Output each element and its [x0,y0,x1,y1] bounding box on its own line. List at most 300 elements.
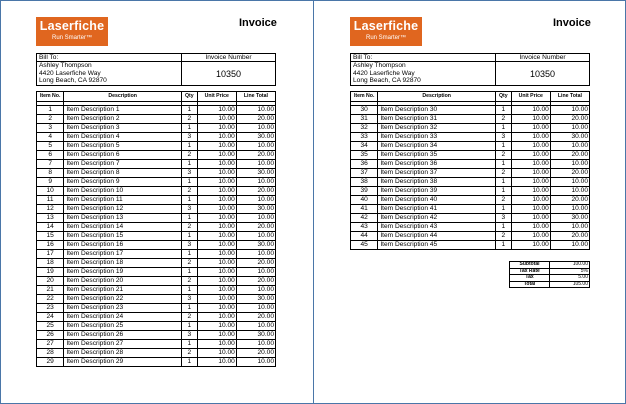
qty-cell: 1 [181,232,197,241]
table-row [37,268,276,277]
unit-price-cell: 10.00 [511,241,550,250]
invoice-title: Invoice [239,17,277,29]
item-no-cell: 20 [37,277,64,286]
line-total-cell: 10.00 [550,223,589,232]
qty-cell: 1 [495,187,511,196]
item-no-cell: 10 [37,187,64,196]
description-cell: Item Description 6 [64,151,182,160]
address-line-1: 4420 Laserfiche Way [353,69,415,77]
invoice-title: Invoice [553,17,591,29]
description-cell: Item Description 23 [64,304,182,313]
item-no-cell: 25 [37,322,64,331]
description-cell: Item Description 4 [64,133,182,142]
qty-cell: 1 [181,142,197,151]
unit-price-cell: 10.00 [197,196,236,205]
line-total-cell: 10.00 [236,268,275,277]
logo-tagline: Run Smarter™ [365,35,406,41]
description-cell: Item Description 32 [378,124,496,133]
item-no-cell: 12 [37,205,64,214]
unit-price-cell: 10.00 [511,223,550,232]
qty-cell: 1 [181,250,197,259]
table-row [351,223,590,232]
line-total-cell: 20.00 [236,259,275,268]
qty-cell: 2 [495,232,511,241]
qty-cell: 2 [495,169,511,178]
item-no-cell: 13 [37,214,64,223]
qty-cell: 3 [181,331,197,340]
table-row [37,133,276,142]
unit-price-cell: 10.00 [511,142,550,151]
qty-cell: 1 [495,241,511,250]
qty-cell: 1 [181,196,197,205]
address-line-2: Long Beach, CA 92870 [39,77,107,85]
table-row [37,241,276,250]
table-row [37,187,276,196]
unit-price-cell: 10.00 [197,133,236,142]
unit-price-cell: 10.00 [197,124,236,133]
description-cell: Item Description 1 [64,106,182,115]
unit-price-cell: 10.00 [511,160,550,169]
table-row [37,358,276,367]
unit-price-cell: 10.00 [197,340,236,349]
qty-cell: 1 [495,223,511,232]
address-line-1: 4420 Laserfiche Way [39,69,101,77]
table-row [37,142,276,151]
unit-price-cell: 10.00 [511,187,550,196]
line-total-cell: 30.00 [236,169,275,178]
description-cell: Item Description 25 [64,322,182,331]
invoice-number-label: Invoice Number [496,54,590,62]
description-cell: Item Description 14 [64,223,182,232]
customer-name: Ashley Thompson [353,62,406,69]
qty-cell: 1 [495,205,511,214]
item-no-cell: 21 [37,286,64,295]
unit-price-cell: 10.00 [197,115,236,124]
description-cell: Item Description 2 [64,115,182,124]
totals-row [510,281,590,288]
line-total-cell: 10.00 [236,196,275,205]
unit-price-cell: 10.00 [197,223,236,232]
description-cell: Item Description 35 [378,151,496,160]
table-row [37,205,276,214]
description-cell: Item Description 28 [64,349,182,358]
table-row [37,151,276,160]
table-row [37,214,276,223]
unit-price-cell: 10.00 [197,250,236,259]
item-no-cell: 16 [37,241,64,250]
item-no-cell: 28 [37,349,64,358]
col-unit-price: Unit Price [197,92,236,102]
unit-price-cell: 10.00 [197,331,236,340]
table-row [351,169,590,178]
qty-cell: 2 [495,115,511,124]
qty-cell: 2 [181,223,197,232]
item-no-cell: 42 [351,214,378,223]
item-no-cell: 22 [37,295,64,304]
line-total-cell: 10.00 [236,286,275,295]
description-cell: Item Description 40 [378,196,496,205]
qty-cell: 2 [181,259,197,268]
qty-cell: 1 [181,106,197,115]
table-row [37,295,276,304]
description-cell: Item Description 34 [378,142,496,151]
line-total-cell: 20.00 [550,115,589,124]
qty-cell: 3 [181,241,197,250]
item-no-cell: 40 [351,196,378,205]
description-cell: Item Description 11 [64,196,182,205]
description-cell: Item Description 26 [64,331,182,340]
description-cell: Item Description 15 [64,232,182,241]
line-total-cell: 30.00 [550,133,589,142]
unit-price-cell: 10.00 [511,178,550,187]
description-cell: Item Description 30 [378,106,496,115]
qty-cell: 2 [495,151,511,160]
line-total-cell: 20.00 [550,151,589,160]
unit-price-cell: 10.00 [197,349,236,358]
line-total-cell: 10.00 [550,187,589,196]
col-unit-price: Unit Price [511,92,550,102]
line-total-cell: 20.00 [236,277,275,286]
item-no-cell: 8 [37,169,64,178]
description-cell: Item Description 10 [64,187,182,196]
col-line-total: Line Total [550,92,589,102]
line-total-cell: 30.00 [236,331,275,340]
description-cell: Item Description 44 [378,232,496,241]
description-cell: Item Description 9 [64,178,182,187]
unit-price-cell: 10.00 [511,151,550,160]
col-qty: Qty [181,92,197,102]
table-row [351,133,590,142]
table-row [37,106,276,115]
table-row [37,259,276,268]
logo-brand: Laserfiche [353,19,419,33]
table-row [351,124,590,133]
table-row [351,187,590,196]
description-cell: Item Description 39 [378,187,496,196]
unit-price-cell: 10.00 [197,322,236,331]
item-no-cell: 30 [351,106,378,115]
item-no-cell: 43 [351,223,378,232]
table-row [37,304,276,313]
item-no-cell: 24 [37,313,64,322]
description-cell: Item Description 37 [378,169,496,178]
item-no-cell: 7 [37,160,64,169]
line-total-cell: 20.00 [236,187,275,196]
item-no-cell: 19 [37,268,64,277]
qty-cell: 1 [181,160,197,169]
col-qty: Qty [495,92,511,102]
item-no-cell: 36 [351,160,378,169]
qty-cell: 3 [181,169,197,178]
item-no-cell: 38 [351,178,378,187]
table-row [37,250,276,259]
description-cell: Item Description 27 [64,340,182,349]
line-total-cell: 10.00 [236,142,275,151]
totals-value: 5.00 [550,275,590,282]
qty-cell: 1 [495,106,511,115]
unit-price-cell: 10.00 [197,268,236,277]
unit-price-cell: 10.00 [197,304,236,313]
bill-to-label: Bill To: [351,54,496,62]
items-table [36,91,276,367]
table-row [37,349,276,358]
totals-value: 5% [550,268,590,275]
qty-cell: 3 [181,133,197,142]
description-cell: Item Description 13 [64,214,182,223]
table-row [37,340,276,349]
unit-price-cell: 10.00 [197,151,236,160]
unit-price-cell: 10.00 [511,214,550,223]
qty-cell: 1 [181,340,197,349]
qty-cell: 2 [181,349,197,358]
table-row [351,160,590,169]
totals-label: Tax Rate [510,268,550,275]
table-row [351,142,590,151]
description-cell: Item Description 12 [64,205,182,214]
qty-cell: 1 [181,286,197,295]
item-no-cell: 3 [37,124,64,133]
invoice-number: 10350 [182,62,276,86]
line-total-cell: 10.00 [236,124,275,133]
qty-cell: 1 [495,142,511,151]
invoice-page-1 [34,0,334,404]
description-cell: Item Description 21 [64,286,182,295]
qty-cell: 2 [181,151,197,160]
laserfiche-logo [350,17,422,46]
line-total-cell: 10.00 [550,142,589,151]
line-total-cell: 10.00 [236,358,275,367]
table-row [351,232,590,241]
unit-price-cell: 10.00 [197,205,236,214]
item-no-cell: 26 [37,331,64,340]
table-row [37,196,276,205]
table-row [37,115,276,124]
description-cell: Item Description 18 [64,259,182,268]
qty-cell: 1 [495,160,511,169]
item-no-cell: 11 [37,196,64,205]
unit-price-cell: 10.00 [197,241,236,250]
unit-price-cell: 10.00 [511,196,550,205]
item-no-cell: 14 [37,223,64,232]
col-description: Description [64,92,182,102]
unit-price-cell: 10.00 [197,232,236,241]
table-row [37,277,276,286]
description-cell: Item Description 41 [378,205,496,214]
description-cell: Item Description 17 [64,250,182,259]
invoice-number-label: Invoice Number [182,54,276,62]
line-total-cell: 20.00 [236,151,275,160]
table-row [351,241,590,250]
line-total-cell: 10.00 [236,214,275,223]
line-total-cell: 10.00 [550,106,589,115]
qty-cell: 2 [181,187,197,196]
unit-price-cell: 10.00 [197,295,236,304]
item-no-cell: 44 [351,232,378,241]
unit-price-cell: 10.00 [511,232,550,241]
address-line-2: Long Beach, CA 92870 [353,77,421,85]
qty-cell: 3 [181,295,197,304]
unit-price-cell: 10.00 [511,133,550,142]
unit-price-cell: 10.00 [197,259,236,268]
bill-to-table [36,53,276,86]
unit-price-cell: 10.00 [511,124,550,133]
col-item-no: Item No. [351,92,378,102]
table-row [351,214,590,223]
item-no-cell: 34 [351,142,378,151]
description-cell: Item Description 19 [64,268,182,277]
line-total-cell: 10.00 [550,178,589,187]
table-row [351,205,590,214]
qty-cell: 2 [495,196,511,205]
invoice-number: 10350 [496,62,590,86]
totals-label: Total [510,281,550,288]
unit-price-cell: 10.00 [197,286,236,295]
item-no-cell: 15 [37,232,64,241]
description-cell: Item Description 45 [378,241,496,250]
totals-value: 100.00 [550,262,590,269]
line-total-cell: 10.00 [236,250,275,259]
laserfiche-logo [36,17,108,46]
unit-price-cell: 10.00 [511,106,550,115]
qty-cell: 3 [495,133,511,142]
bill-to-address [351,62,496,86]
line-total-cell: 30.00 [236,295,275,304]
qty-cell: 1 [181,322,197,331]
line-total-cell: 20.00 [550,232,589,241]
line-total-cell: 10.00 [550,160,589,169]
line-total-cell: 20.00 [550,196,589,205]
unit-price-cell: 10.00 [197,277,236,286]
bill-to-label: Bill To: [37,54,182,62]
item-no-cell: 29 [37,358,64,367]
item-no-cell: 32 [351,124,378,133]
line-total-cell: 20.00 [236,349,275,358]
totals-table [509,261,590,288]
line-total-cell: 30.00 [550,214,589,223]
line-total-cell: 30.00 [236,241,275,250]
table-row [351,178,590,187]
unit-price-cell: 10.00 [197,313,236,322]
table-row [37,124,276,133]
bill-to-table [350,53,590,86]
table-row [37,322,276,331]
line-total-cell: 10.00 [236,340,275,349]
qty-cell: 2 [181,313,197,322]
unit-price-cell: 10.00 [197,187,236,196]
item-no-cell: 31 [351,115,378,124]
item-no-cell: 35 [351,151,378,160]
description-cell: Item Description 24 [64,313,182,322]
unit-price-cell: 10.00 [197,214,236,223]
description-cell: Item Description 20 [64,277,182,286]
line-total-cell: 10.00 [236,106,275,115]
qty-cell: 1 [495,124,511,133]
description-cell: Item Description 22 [64,295,182,304]
description-cell: Item Description 8 [64,169,182,178]
item-no-cell: 39 [351,187,378,196]
line-total-cell: 10.00 [236,322,275,331]
description-cell: Item Description 36 [378,160,496,169]
qty-cell: 1 [181,124,197,133]
bill-to-address [37,62,182,86]
unit-price-cell: 10.00 [511,205,550,214]
qty-cell: 1 [181,214,197,223]
line-total-cell: 10.00 [550,124,589,133]
table-row [37,223,276,232]
qty-cell: 1 [181,268,197,277]
col-description: Description [378,92,496,102]
logo-brand: Laserfiche [39,19,105,33]
totals-value: 105.00 [550,281,590,288]
item-no-cell: 33 [351,133,378,142]
item-no-cell: 2 [37,115,64,124]
unit-price-cell: 10.00 [197,160,236,169]
line-total-cell: 20.00 [236,115,275,124]
unit-price-cell: 10.00 [511,115,550,124]
qty-cell: 1 [181,304,197,313]
item-no-cell: 37 [351,169,378,178]
table-row [351,115,590,124]
description-cell: Item Description 42 [378,214,496,223]
description-cell: Item Description 7 [64,160,182,169]
item-no-cell: 27 [37,340,64,349]
item-no-cell: 45 [351,241,378,250]
table-row [37,286,276,295]
line-total-cell: 30.00 [236,133,275,142]
table-row [37,169,276,178]
unit-price-cell: 10.00 [197,106,236,115]
description-cell: Item Description 43 [378,223,496,232]
table-row [37,160,276,169]
col-line-total: Line Total [236,92,275,102]
item-no-cell: 5 [37,142,64,151]
logo-tagline: Run Smarter™ [51,35,92,41]
table-row [37,331,276,340]
unit-price-cell: 10.00 [197,169,236,178]
item-no-cell: 9 [37,178,64,187]
item-no-cell: 4 [37,133,64,142]
item-no-cell: 6 [37,151,64,160]
line-total-cell: 10.00 [550,205,589,214]
description-cell: Item Description 5 [64,142,182,151]
unit-price-cell: 10.00 [197,178,236,187]
description-cell: Item Description 33 [378,133,496,142]
unit-price-cell: 10.00 [197,358,236,367]
description-cell: Item Description 38 [378,178,496,187]
line-total-cell: 30.00 [236,205,275,214]
description-cell: Item Description 29 [64,358,182,367]
qty-cell: 2 [181,277,197,286]
table-row [37,232,276,241]
qty-cell: 3 [181,205,197,214]
line-total-cell: 10.00 [550,241,589,250]
table-row [37,178,276,187]
customer-name: Ashley Thompson [39,62,92,69]
item-no-cell: 23 [37,304,64,313]
invoice-page-2 [348,0,626,404]
unit-price-cell: 10.00 [511,169,550,178]
description-cell: Item Description 16 [64,241,182,250]
line-total-cell: 20.00 [236,223,275,232]
table-row [351,196,590,205]
qty-cell: 1 [181,178,197,187]
line-total-cell: 20.00 [550,169,589,178]
description-cell: Item Description 31 [378,115,496,124]
qty-cell: 1 [181,358,197,367]
items-table [350,91,590,250]
line-total-cell: 10.00 [236,304,275,313]
col-item-no: Item No. [37,92,64,102]
